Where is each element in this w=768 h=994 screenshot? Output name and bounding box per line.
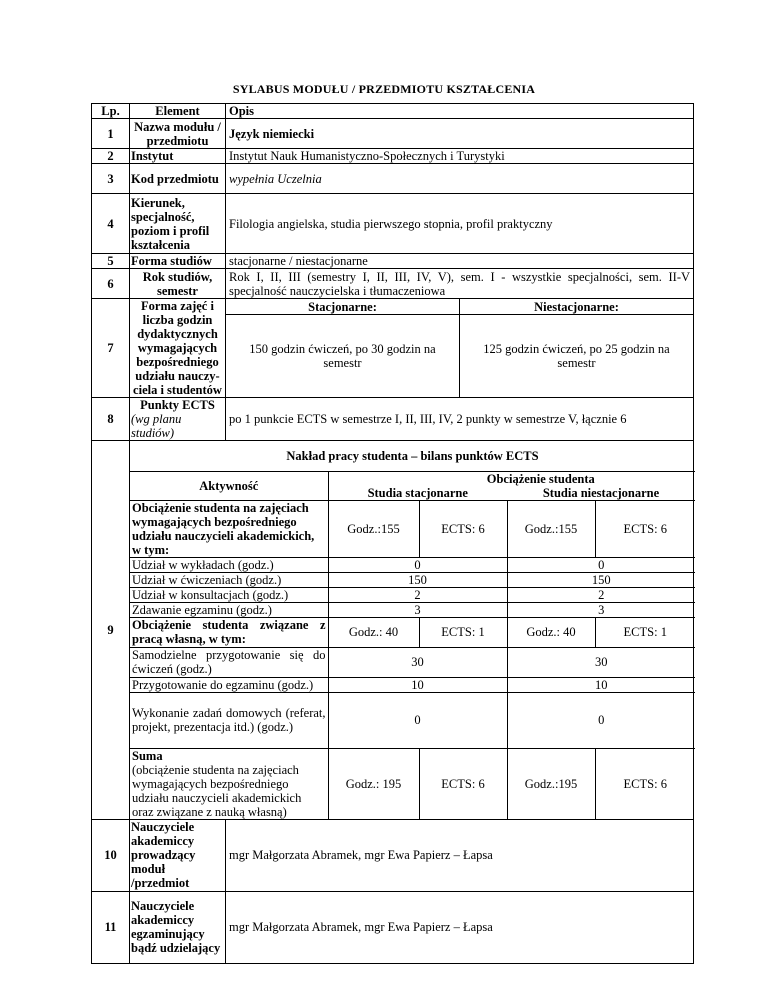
stac-ects: ECTS: 6: [419, 500, 507, 557]
stac-value: 150: [328, 572, 507, 587]
row-element: Nauczyciele akademiccy prowadzący moduł /przedmiot: [130, 819, 226, 891]
row-opis: stacjonarne / niestacjonarne: [226, 254, 694, 269]
niestac-value: 2: [507, 587, 695, 602]
row-opis: Rok I, II, III (semestry I, II, III, IV, V), sem. I - wszystkie specjalności, sem. II-V specjalność nauczycielska i tłumaczeniowa: [226, 269, 694, 299]
row-opis: Filologia angielska, studia pierwszego stopnia, profil praktyczny: [226, 194, 694, 254]
table-row: [92, 269, 694, 299]
table-row: [92, 164, 694, 194]
suma-cell: [130, 748, 328, 819]
workload-title: Nakład pracy studenta – bilans punktów ECTS: [130, 441, 695, 471]
row-number: 10: [92, 819, 130, 891]
stac-value: 3: [328, 602, 507, 617]
row-number: 5: [92, 254, 130, 269]
studia-stacjonarne-header: Studia stacjonarne: [328, 486, 507, 501]
row-number: 3: [92, 164, 130, 194]
table-row: [92, 194, 694, 254]
stac-value: 0: [328, 557, 507, 572]
item-label: Udział w ćwiczeniach (godz.): [130, 572, 328, 587]
stac-value: 10: [328, 677, 507, 692]
row-opis: mgr Małgorzata Abramek, mgr Ewa Papierz – Łapsa: [226, 819, 694, 891]
table-row: [92, 254, 694, 269]
syllabus-table: [91, 103, 694, 964]
page-title: SYLABUS MODUŁU / PRZEDMIOTU KSZTAŁCENIA: [232, 82, 536, 96]
row-opis: Język niemiecki: [226, 119, 694, 149]
row-element: Kierunek, specjalność, poziom i profil kształcenia: [130, 194, 226, 254]
niestac-value: 0: [507, 557, 695, 572]
row-number: 7: [92, 299, 130, 398]
header-lp: Lp.: [92, 104, 130, 119]
element-bold: Punkty ECTS: [140, 398, 215, 412]
item-label: Zdawanie egzaminu (godz.): [130, 602, 328, 617]
table-row: [92, 819, 694, 891]
item-label: Udział w konsultacjach (godz.): [130, 587, 328, 602]
table-row-workload: [92, 441, 694, 820]
row-number: 9: [92, 441, 130, 820]
table-row: [92, 398, 694, 441]
niestac-ects: ECTS: 6: [595, 748, 695, 819]
header-element: Element: [130, 104, 226, 119]
row-element: Kod przedmiotu: [130, 164, 226, 194]
niestac-godz: Godz.: 40: [507, 617, 595, 647]
table-row: [92, 149, 694, 164]
stac-value: 0: [328, 692, 507, 748]
row-opis: Instytut Nauk Humanistyczno-Społecznych i Turystyki: [226, 149, 694, 164]
item-label: Samodzielne przygotowanie się do ćwiczeń (godz.): [130, 647, 328, 677]
niestac-ects: ECTS: 1: [595, 617, 695, 647]
studia-niestacjonarne-header: Studia niestacjonarne: [507, 486, 695, 501]
item-label: Udział w wykładach (godz.): [130, 557, 328, 572]
row-element: Instytut: [130, 149, 226, 164]
niestac-godz: Godz.:155: [507, 500, 595, 557]
row-number: 2: [92, 149, 130, 164]
row-number: 1: [92, 119, 130, 149]
stacjonarne-label: Stacjonarne:: [226, 299, 460, 315]
table-row: [92, 891, 694, 963]
section-label: Obciążenie studenta na zajęciach wymagających bezpośredniego udziału nauczycieli akademickich, w tym:: [130, 500, 328, 557]
element-italic: (wg planu studiów): [131, 412, 182, 440]
row-element: Forma zajęć i liczba godzin dydaktycznych wymagających bezpośredniego udziału nauczy-ciela i studentów: [130, 299, 226, 398]
suma-label: Suma: [132, 748, 163, 763]
niestac-value: 30: [507, 647, 695, 677]
row-number: 4: [92, 194, 130, 254]
stacjonarne-value: 150 godzin ćwiczeń, po 30 godzin na semestr: [226, 315, 460, 398]
row-number: 11: [92, 891, 130, 963]
stac-ects: ECTS: 1: [419, 617, 507, 647]
row-element: Nazwa modułu / przedmiotu: [130, 119, 226, 149]
stac-godz: Godz.: 195: [328, 748, 419, 819]
niestac-value: 0: [507, 692, 695, 748]
row-opis: mgr Małgorzata Abramek, mgr Ewa Papierz – Łapsa: [226, 891, 694, 963]
row-number: 8: [92, 398, 130, 441]
row-element: Forma studiów: [130, 254, 226, 269]
workload-table: [130, 441, 695, 819]
niestacjonarne-value: 125 godzin ćwiczeń, po 25 godzin na semestr: [460, 315, 694, 398]
suma-desc: (obciążenie studenta na zajęciach wymagających bezpośredniego udziału nauczycieli akademickich oraz związane z nauką własną): [132, 762, 302, 819]
stac-ects: ECTS: 6: [419, 748, 507, 819]
row-element: [130, 398, 226, 441]
stac-value: 2: [328, 587, 507, 602]
header-row: [92, 104, 694, 119]
table-row-7-header: [92, 299, 694, 315]
stac-value: 30: [328, 647, 507, 677]
item-label: Wykonanie zadań domowych (referat, projekt, prezentacja itd.) (godz.): [130, 692, 328, 748]
niestac-godz: Godz.:195: [507, 748, 595, 819]
niestac-value: 150: [507, 572, 695, 587]
niestac-value: 10: [507, 677, 695, 692]
item-label: Przygotowanie do egzaminu (godz.): [130, 677, 328, 692]
niestac-value: 3: [507, 602, 695, 617]
stac-godz: Godz.:155: [328, 500, 419, 557]
workload-cell: [130, 441, 694, 820]
niestac-ects: ECTS: 6: [623, 521, 667, 536]
row-opis: wypełnia Uczelnia: [226, 164, 694, 194]
niestacjonarne-label: Niestacjonarne:: [460, 299, 694, 315]
table-row: [92, 119, 694, 149]
row-element: Rok studiów, semestr: [130, 269, 226, 299]
aktywnosc-header: Aktywność: [130, 471, 328, 500]
row-opis: po 1 punkcie ECTS w semestrze I, II, III, IV, 2 punkty w semestrze V, łącznie 6: [226, 398, 694, 441]
row-number: 6: [92, 269, 130, 299]
section-label: Obciążenie studenta związane z pracą własną, w tym:: [130, 617, 328, 647]
row-element: Nauczyciele akademiccy egzaminujący bądź udzielający: [130, 891, 226, 963]
header-opis: Opis: [226, 104, 694, 119]
obciazenie-header: Obciążenie studenta: [486, 471, 595, 486]
stac-godz: Godz.: 40: [328, 617, 419, 647]
